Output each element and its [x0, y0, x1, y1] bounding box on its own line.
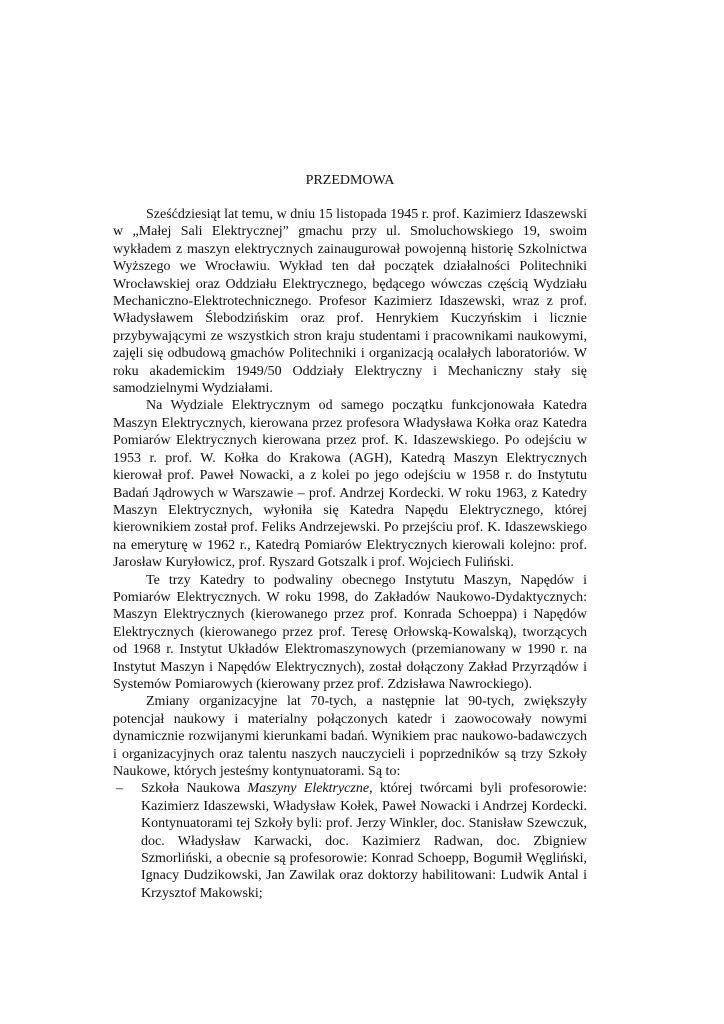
paragraph-1: Sześćdziesiąt lat temu, w dniu 15 listopada 1945 r. prof. Kazimierz Idaszewski w „Małej Sali Elektrycznej” gmachu przy ul. Smoluchowskiego 19, swoim wykładem z maszyn elektrycznych zainaugurował powojenną historię Szkolnictwa Wyższego we Wrocławiu. Wykład ten dał początek działalności Politechniki Wrocławskiej oraz Oddziału Elektrycznego, będącego wówczas częścią Wydziału Mechaniczno-Elektrotechnicznego. Profesor Kazimierz Idaszewski, wraz z prof. Władysławem Ślebodzińskim oraz prof. Henrykiem Kuczyńskim i licznie przybywającymi ze wszystkich stron kraju studentami i pracownikami naukowymi, zajęli się odbudową gmachów Politechniki i organizacją ocalałych laboratoriów. W roku akademickim 1949/50 Oddziały Elektryczny i Mechaniczny stały się samodzielnymi Wydziałami. — [113, 207, 587, 397]
list-item-prefix: Szkoła Naukowa — [141, 781, 248, 797]
dash-bullet: – — [116, 781, 123, 797]
page-title: PRZEDMOWA — [305, 173, 395, 188]
school-list — [113, 780, 587, 902]
list-item-italic-title: Maszyny Elektryczne — [247, 781, 370, 797]
list-item-text: , której twórcami byli profesorowie: Kazimierz Idaszewski, Władysław Kołek, Paweł Nowacki i Andrzej Kordecki. Kontynuatorami tej Szkoły byli: prof. Jerzy Winkler, doc. Stanisław Szewczuk, doc. Władysław Karwacki, doc. Kazimierz Radwan, doc. Zbigniew Szmorliński, a obecnie są profesorowie: Konrad Schoepp, Bogumił Węgliński, Ignacy Dudzikowski, Jan Zawilak oraz doktorzy habilitowani: Ludwik Antal i Krzysztof Makowski; — [141, 781, 587, 901]
paragraph-3: Te trzy Katedry to podwaliny obecnego Instytutu Maszyn, Napędów i Pomiarów Elektrycznych. W roku 1998, do Zakładów Naukowo-Dydaktycznych: Maszyn Elektrycznych (kierowanego przez prof. Konrada Schoeppa) i Napędów Elektrycznych (kierowanego przez prof. Teresę Orłowską-Kowalską), tworzących od 1968 r. Instytut Układów Elektromaszynowych (przemianowany w 1990 r. na Instytut Maszyn i Napędów Elektrycznych), został dołączony Zakład Przyrządów i Systemów Pomiarowych (kierowany przez prof. Zdzisława Nawrockiego). — [113, 572, 587, 692]
paragraph-4: Zmiany organizacyjne lat 70-tych, a następnie lat 90-tych, zwiększyły potencjał naukowy i materialny połączonych katedr i zaowocowały nowymi dynamicznie rozwijanymi kierunkami badań. Wynikiem prac naukowo-badawczych i organizacyjnych oraz talentu naszych nauczycieli i poprzedników są trzy Szkoły Naukowe, których jesteśmy kontynuatorami. Są to: — [113, 694, 587, 779]
body-text — [113, 206, 587, 902]
paragraph-2: Na Wydziale Elektrycznym od samego początku funkcjonowała Katedra Maszyn Elektrycznych, kierowana przez profesora Władysława Kołka oraz Katedra Pomiarów Elektrycznych kierowana przez prof. K. Idaszewskiego. Po odejściu w 1953 r. prof. W. Kołka do Krakowa (AGH), Katedrą Maszyn Elektrycznych kierował prof. Paweł Nowacki, a z kolei po jego odejściu w 1958 r. do Instytutu Badań Jądrowych w Warszawie – prof. Andrzej Kordecki. W roku 1963, z Katedry Maszyn Elektrycznych, wyłoniła się Katedra Napędu Elektrycznego, której kierownikiem został prof. Feliks Andrzejewski. Po przejściu prof. K. Idaszewskiego na emeryturę w 1962 r., Katedrą Pomiarów Elektrycznych kierowali kolejno: prof. Jarosław Kuryłowicz, prof. Ryszard Gotszalk i prof. Wojciech Fuliński. — [113, 398, 587, 571]
list-item — [113, 780, 587, 902]
